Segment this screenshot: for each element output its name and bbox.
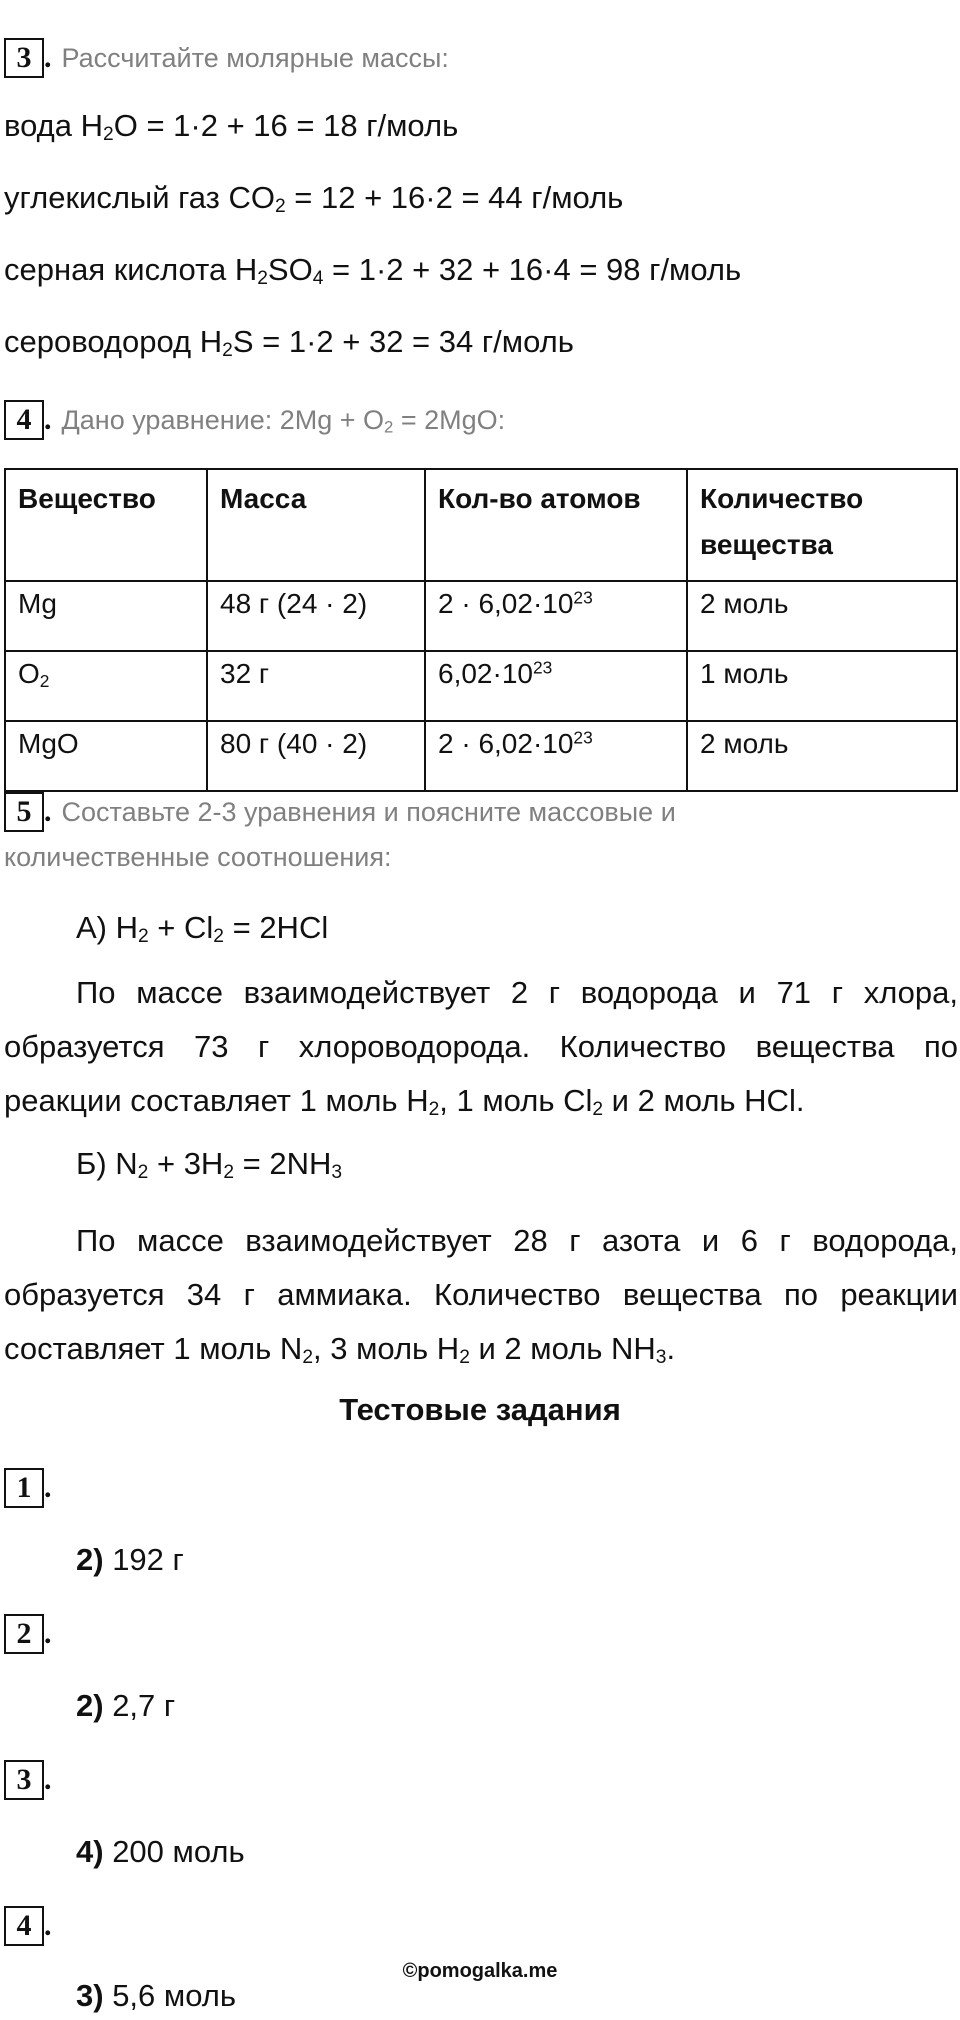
test-item-1: 1 . bbox=[0, 1468, 62, 1508]
cell-substance: $O_2$ bbox=[5, 651, 207, 721]
cell-amount: 1 моль bbox=[687, 651, 957, 721]
cell-amount: 2 моль bbox=[687, 581, 957, 651]
task-number-box: 2 bbox=[4, 1614, 44, 1654]
test-answer-3: 4) 200 моль bbox=[76, 1834, 245, 1869]
explanation-b: По массе взаимодействует 28 г азота и 6 г водорода, образуется 34 г аммиака. Количество вещества по реакции составляет 1 моль $N_2$, 3 моль $H_2$ и 2 моль $NH_3$. bbox=[4, 1223, 958, 1369]
cell-atoms: $2 \cdot 6,02\cdot 10^{23}$ bbox=[425, 721, 687, 791]
equation-b: Б) $N_2 + 3H_2 = 2NH_3$ bbox=[76, 1146, 343, 1184]
test-answer-1: 2) 192 г bbox=[76, 1542, 184, 1577]
header-amount: Количество вещества bbox=[687, 469, 957, 581]
footer-watermark: ©pomogalka.me bbox=[402, 1960, 558, 1982]
task3-prompt: Рассчитайте молярные массы: bbox=[61, 42, 449, 73]
task-number-box: 3 bbox=[4, 38, 44, 78]
test-item-3: 3 . bbox=[0, 1760, 62, 1800]
equation-a: А) $H_2 + Cl_2 = 2HCl$ bbox=[76, 910, 329, 948]
task-number-box: 5 bbox=[4, 792, 44, 832]
header-mass: Масса bbox=[207, 469, 425, 581]
test-item-2: 2 . bbox=[0, 1614, 62, 1654]
task4-prompt: Дано уравнение: $2Mg + O_2 = 2MgO$: bbox=[61, 404, 506, 437]
task-number-box: 4 bbox=[4, 400, 44, 440]
test-item-4: 4 . bbox=[0, 1906, 62, 1946]
table-row bbox=[5, 651, 957, 721]
cell-amount: 2 моль bbox=[687, 721, 957, 791]
molar-mass-co2: углекислый газ $CO_2 = 12 + 16\cdot 2 = 44$ г/моль bbox=[4, 180, 624, 218]
cell-substance: Mg bbox=[5, 581, 207, 651]
task3-header: 3 . Рассчитайте молярные массы: bbox=[0, 38, 449, 78]
molar-mass-h2s: сероводород $H_2S = 1\cdot 2 + 32 = 34$ г/моль bbox=[4, 324, 574, 362]
task4-header: 4 . Дано уравнение: $2Mg + O_2 = 2MgO$: bbox=[0, 400, 505, 440]
explanation-a: По массе взаимодействует 2 г водорода и 71 г хлора, образуется 73 г хлороводорода. Количество вещества по реакции составляет 1 моль $H_2$, 1 моль $Cl_2$ и 2 моль HCl. bbox=[4, 975, 958, 1121]
table-row bbox=[5, 721, 957, 791]
tests-title: Тестовые задания bbox=[339, 1392, 621, 1427]
cell-mass: 32 г bbox=[207, 651, 425, 721]
task5-header: 5 . Составьте 2-3 уравнения и поясните массовые и bbox=[0, 792, 676, 832]
molar-mass-water: вода $H_2O = 1\cdot 2 + 16 = 18$ г/моль bbox=[4, 108, 459, 146]
test-answer-2: 2) 2,7 г bbox=[76, 1688, 176, 1723]
header-atoms: Кол-во атомов bbox=[425, 469, 687, 581]
task5-prompt-line2: количественные соотношения: bbox=[4, 842, 392, 872]
task5-prompt-line1: Составьте 2-3 уравнения и поясните массовые и bbox=[61, 796, 676, 827]
substance-table bbox=[4, 468, 958, 792]
task-number-box: 4 bbox=[4, 1906, 44, 1946]
header-substance: Вещество bbox=[5, 469, 207, 581]
cell-mass: 48 г (24 · 2) bbox=[207, 581, 425, 651]
test-answer-4: 3) 5,6 моль bbox=[76, 1978, 237, 2013]
table-row bbox=[5, 581, 957, 651]
cell-mass: 80 г (40 · 2) bbox=[207, 721, 425, 791]
cell-atoms: $2 \cdot 6,02\cdot 10^{23}$ bbox=[425, 581, 687, 651]
task-number-box: 3 bbox=[4, 1760, 44, 1800]
task-number-box: 1 bbox=[4, 1468, 44, 1508]
cell-atoms: $6,02\cdot 10^{23}$ bbox=[425, 651, 687, 721]
cell-substance: MgO bbox=[5, 721, 207, 791]
table-header-row bbox=[5, 469, 957, 581]
molar-mass-h2so4: серная кислота $H_2SO_4 = 1\cdot 2 + 32 + 16\cdot 4 = 98$ г/моль bbox=[4, 252, 742, 290]
